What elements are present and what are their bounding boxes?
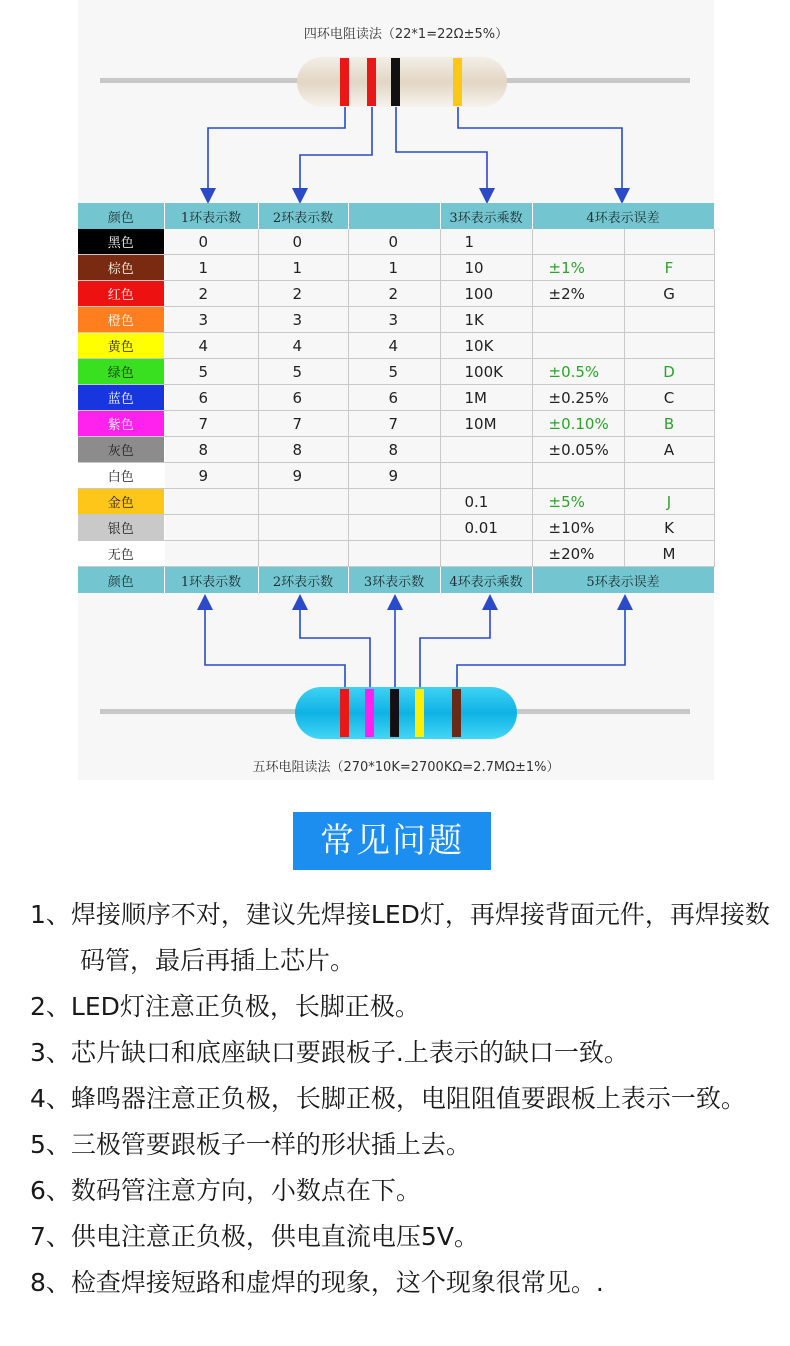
tolerance-code: D [624, 359, 714, 385]
digit-2: 3 [258, 307, 348, 333]
band-3 [390, 689, 399, 737]
footer-cell: 3环表示数 [348, 567, 440, 594]
tolerance-code: B [624, 411, 714, 437]
faq-item: 1、焊接顺序不对，建议先焊接LED灯，再焊接背面元件，再焊接数码管，最后再插上芯片。 [30, 900, 770, 975]
tolerance-code: F [624, 255, 714, 281]
resistor-body [295, 687, 517, 739]
digit-1: 4 [164, 333, 258, 359]
footer-cell: 颜色 [78, 567, 164, 594]
band-3 [391, 58, 400, 106]
digit-2: 7 [258, 411, 348, 437]
digit-2 [258, 515, 348, 541]
digit-2: 2 [258, 281, 348, 307]
color-swatch: 绿色 [78, 359, 164, 385]
digit-3: 9 [348, 463, 440, 489]
tolerance-code [624, 229, 714, 255]
digit-3 [348, 541, 440, 567]
tolerance-code [624, 307, 714, 333]
multiplier: 10 [440, 255, 532, 281]
digit-1: 5 [164, 359, 258, 385]
faq-item: 4、蜂鸣器注意正负极，长脚正极，电阻阻值要跟板上表示一致。 [30, 1084, 746, 1113]
color-swatch: 红色 [78, 281, 164, 307]
digit-3: 0 [348, 229, 440, 255]
section-title: 常见问题 [293, 812, 491, 870]
digit-1: 6 [164, 385, 258, 411]
tolerance-code: C [624, 385, 714, 411]
digit-1: 2 [164, 281, 258, 307]
table-row [78, 515, 714, 541]
color-swatch: 橙色 [78, 307, 164, 333]
color-swatch: 金色 [78, 489, 164, 515]
digit-3: 8 [348, 437, 440, 463]
multiplier: 0.1 [440, 489, 532, 515]
tolerance-code: A [624, 437, 714, 463]
band-4 [453, 58, 462, 106]
digit-3: 7 [348, 411, 440, 437]
multiplier: 10M [440, 411, 532, 437]
digit-2: 9 [258, 463, 348, 489]
band-5 [452, 689, 461, 737]
tolerance: ±5% [532, 489, 624, 515]
table-footer-row [78, 567, 714, 594]
digit-3: 1 [348, 255, 440, 281]
digit-2: 5 [258, 359, 348, 385]
footer-cell: 4环表示乘数 [440, 567, 532, 594]
digit-2 [258, 489, 348, 515]
color-code-table [78, 203, 715, 593]
band-1 [340, 58, 349, 106]
digit-1: 3 [164, 307, 258, 333]
color-swatch: 黄色 [78, 333, 164, 359]
five-band-caption: 五环电阻读法（270*10K=2700KΩ=2.7MΩ±1%） [252, 760, 560, 775]
faq-item: 6、数码管注意方向，小数点在下。 [30, 1176, 421, 1205]
digit-1: 8 [164, 437, 258, 463]
digit-1 [164, 489, 258, 515]
faq-list [30, 892, 780, 1306]
band-4 [415, 689, 424, 737]
resistor-body [297, 57, 507, 107]
digit-3: 3 [348, 307, 440, 333]
tolerance [532, 229, 624, 255]
band-1 [340, 689, 349, 737]
tolerance-code: J [624, 489, 714, 515]
multiplier: 100 [440, 281, 532, 307]
tolerance: ±0.25% [532, 385, 624, 411]
digit-3 [348, 489, 440, 515]
table-row [78, 359, 714, 385]
table-row [78, 255, 714, 281]
header-cell: 1环表示数 [164, 203, 258, 229]
digit-1 [164, 541, 258, 567]
tolerance-code: K [624, 515, 714, 541]
digit-1: 0 [164, 229, 258, 255]
digit-1: 7 [164, 411, 258, 437]
multiplier: 0.01 [440, 515, 532, 541]
faq-item: 8、检查焊接短路和虚焊的现象，这个现象很常见。. [30, 1268, 604, 1297]
tolerance-code: M [624, 541, 714, 567]
header-cell: 颜色 [78, 203, 164, 229]
faq-item: 2、LED灯注意正负极，长脚正极。 [30, 992, 420, 1021]
footer-cell: 5环表示误差 [532, 567, 714, 594]
multiplier [440, 437, 532, 463]
tolerance: ±0.10% [532, 411, 624, 437]
table-row [78, 333, 714, 359]
multiplier: 10K [440, 333, 532, 359]
multiplier: 1 [440, 229, 532, 255]
digit-2 [258, 541, 348, 567]
multiplier: 1M [440, 385, 532, 411]
table-row [78, 437, 714, 463]
tolerance: ±2% [532, 281, 624, 307]
tolerance: ±0.05% [532, 437, 624, 463]
digit-3: 2 [348, 281, 440, 307]
digit-2: 6 [258, 385, 348, 411]
header-cell [348, 203, 440, 229]
header-cell: 4环表示误差 [532, 203, 714, 229]
color-swatch: 银色 [78, 515, 164, 541]
table-row [78, 281, 714, 307]
header-cell: 3环表示乘数 [440, 203, 532, 229]
color-swatch: 白色 [78, 463, 164, 489]
tolerance [532, 463, 624, 489]
tolerance: ±10% [532, 515, 624, 541]
band-2 [365, 689, 374, 737]
tolerance: ±0.5% [532, 359, 624, 385]
digit-2: 8 [258, 437, 348, 463]
tolerance [532, 333, 624, 359]
tolerance: ±20% [532, 541, 624, 567]
table-row [78, 385, 714, 411]
color-swatch: 紫色 [78, 411, 164, 437]
tolerance-code [624, 463, 714, 489]
faq-item: 5、三极管要跟板子一样的形状插上去。 [30, 1130, 471, 1159]
color-swatch: 灰色 [78, 437, 164, 463]
color-swatch: 棕色 [78, 255, 164, 281]
band-2 [367, 58, 376, 106]
faq-item: 7、供电注意正负极，供电直流电压5V。 [30, 1222, 479, 1251]
tolerance: ±1% [532, 255, 624, 281]
digit-3: 5 [348, 359, 440, 385]
table-row [78, 463, 714, 489]
tolerance-code: G [624, 281, 714, 307]
color-swatch: 黑色 [78, 229, 164, 255]
footer-cell: 2环表示数 [258, 567, 348, 594]
digit-2: 0 [258, 229, 348, 255]
tolerance-code [624, 333, 714, 359]
table-header-row [78, 203, 714, 229]
table-row [78, 307, 714, 333]
digit-3: 6 [348, 385, 440, 411]
header-cell: 2环表示数 [258, 203, 348, 229]
digit-2: 1 [258, 255, 348, 281]
color-swatch: 无色 [78, 541, 164, 567]
footer-cell: 1环表示数 [164, 567, 258, 594]
tolerance [532, 307, 624, 333]
digit-3: 4 [348, 333, 440, 359]
multiplier: 1K [440, 307, 532, 333]
table-row [78, 489, 714, 515]
digit-1 [164, 515, 258, 541]
table-row [78, 411, 714, 437]
four-band-caption: 四环电阻读法（22*1=22Ω±5%） [303, 27, 509, 42]
table-row [78, 541, 714, 567]
digit-1: 1 [164, 255, 258, 281]
digit-2: 4 [258, 333, 348, 359]
multiplier: 100K [440, 359, 532, 385]
table-row [78, 229, 714, 255]
digit-1: 9 [164, 463, 258, 489]
faq-item: 3、芯片缺口和底座缺口要跟板子.上表示的缺口一致。 [30, 1038, 629, 1067]
digit-3 [348, 515, 440, 541]
multiplier [440, 463, 532, 489]
multiplier [440, 541, 532, 567]
color-swatch: 蓝色 [78, 385, 164, 411]
